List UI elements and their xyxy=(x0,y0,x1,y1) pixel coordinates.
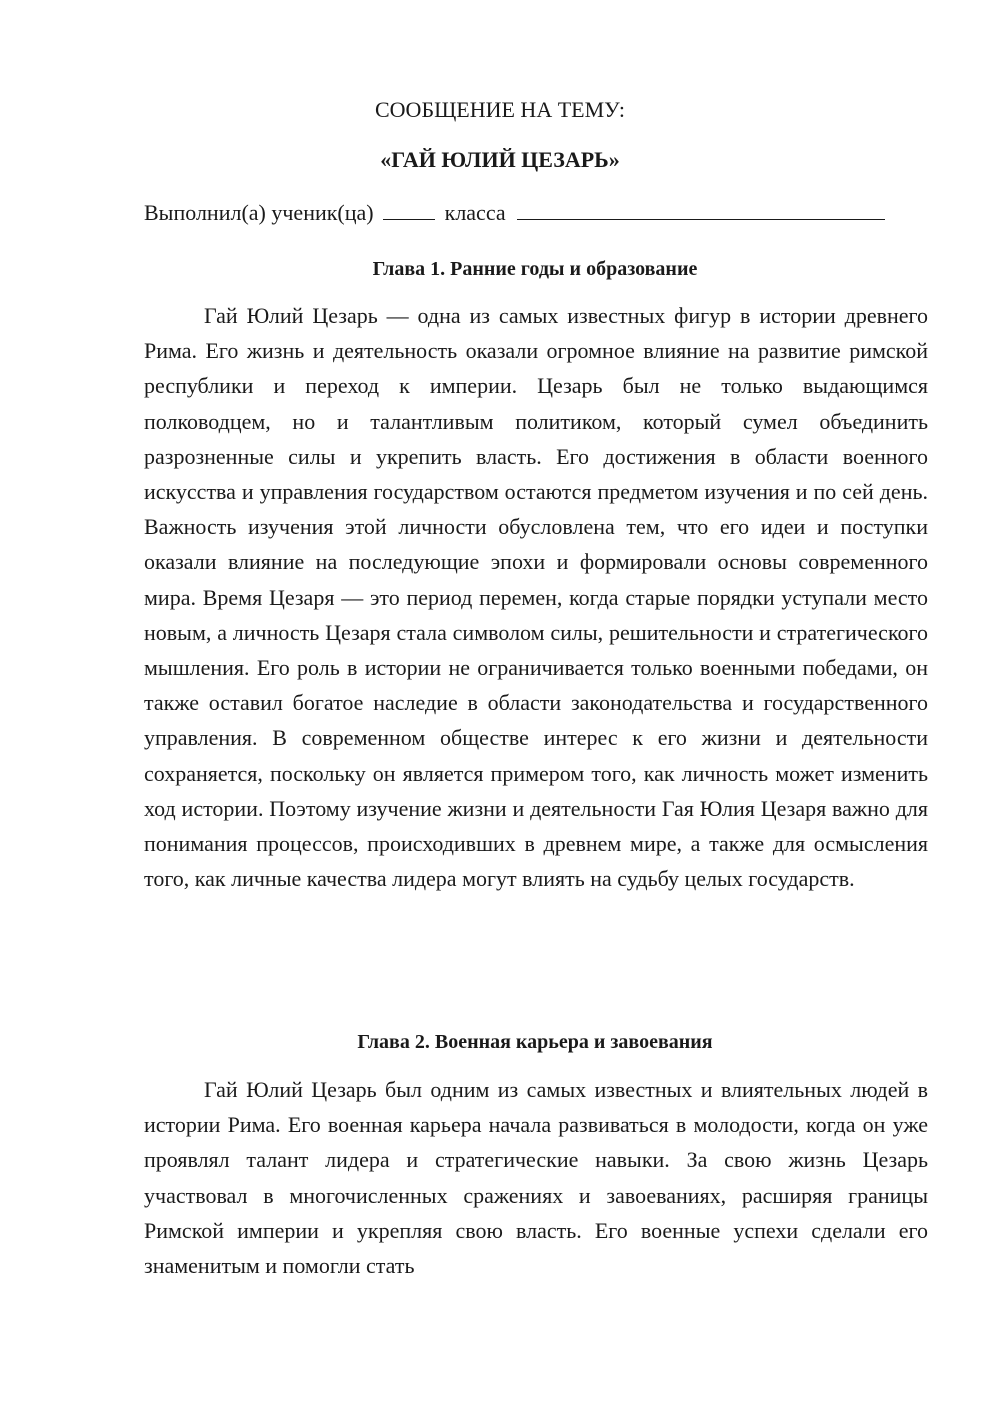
author-prefix: Выполнил(а) ученик(ца) xyxy=(144,200,374,225)
chapter-1-text: Гай Юлий Цезарь — одна из самых известных фигур в истории древнего Рима. Его жизнь и деятельность оказали огромное влияние на развитие римской республики и переход к империи. Цезарь был не только выдающимся полководцем, но и талантливым политиком, который сумел объединить разрозненные силы и укрепить власть. Его достижения в области военного искусства и управления государством остаются предметом изучения и по сей день. Важность изучения этой личности обусловлена тем, что его идеи и поступки оказали влияние на последующие эпохи и формировали основы современного мира. Время Цезаря — это период перемен, когда старые порядки уступали место новым, а личность Цезаря стала символом силы, решительности и стратегического мышления. Его роль в истории не ограничивается только военными победами, он также оставил богатое наследие в области законодательства и государственного управления. В современном обществе интерес к его жизни и деятельности сохраняется, поскольку он является примером того, как личность может изменить ход истории. Поэтому изучение жизни и деятельности Гая Юлия Цезаря важно для понимания процессов, происходивших в древнем мире, а также для осмысления того, как личные качества лидера могут влиять на судьбу целых государств. xyxy=(144,303,928,892)
author-line xyxy=(144,199,934,227)
chapter-1-title: Глава 1. Ранние годы и образование xyxy=(372,258,698,280)
chapter-2-title: Глава 2. Военная карьера и завоевания xyxy=(357,1031,713,1053)
document-title: «ГАЙ ЮЛИЙ ЦЕЗАРЬ» xyxy=(380,147,620,172)
author-middle: класса xyxy=(444,200,506,225)
chapter-2-text: Гай Юлий Цезарь был одним из самых известных и влиятельных людей в истории Рима. Его военная карьера начала развиваться в молодости, когда он уже проявлял талант лидера и стратегические навыки. За свою жизнь Цезарь участвовал в многочисленных сражениях и завоеваниях, расширяя границы Римской империи и укрепляя свою власть. Его военные успехи сделали его знаменитым и помогли стать xyxy=(144,1077,928,1279)
document-heading: СООБЩЕНИЕ НА ТЕМУ: xyxy=(375,97,625,122)
student-name-blank xyxy=(517,199,885,220)
class-number-blank xyxy=(383,199,435,220)
